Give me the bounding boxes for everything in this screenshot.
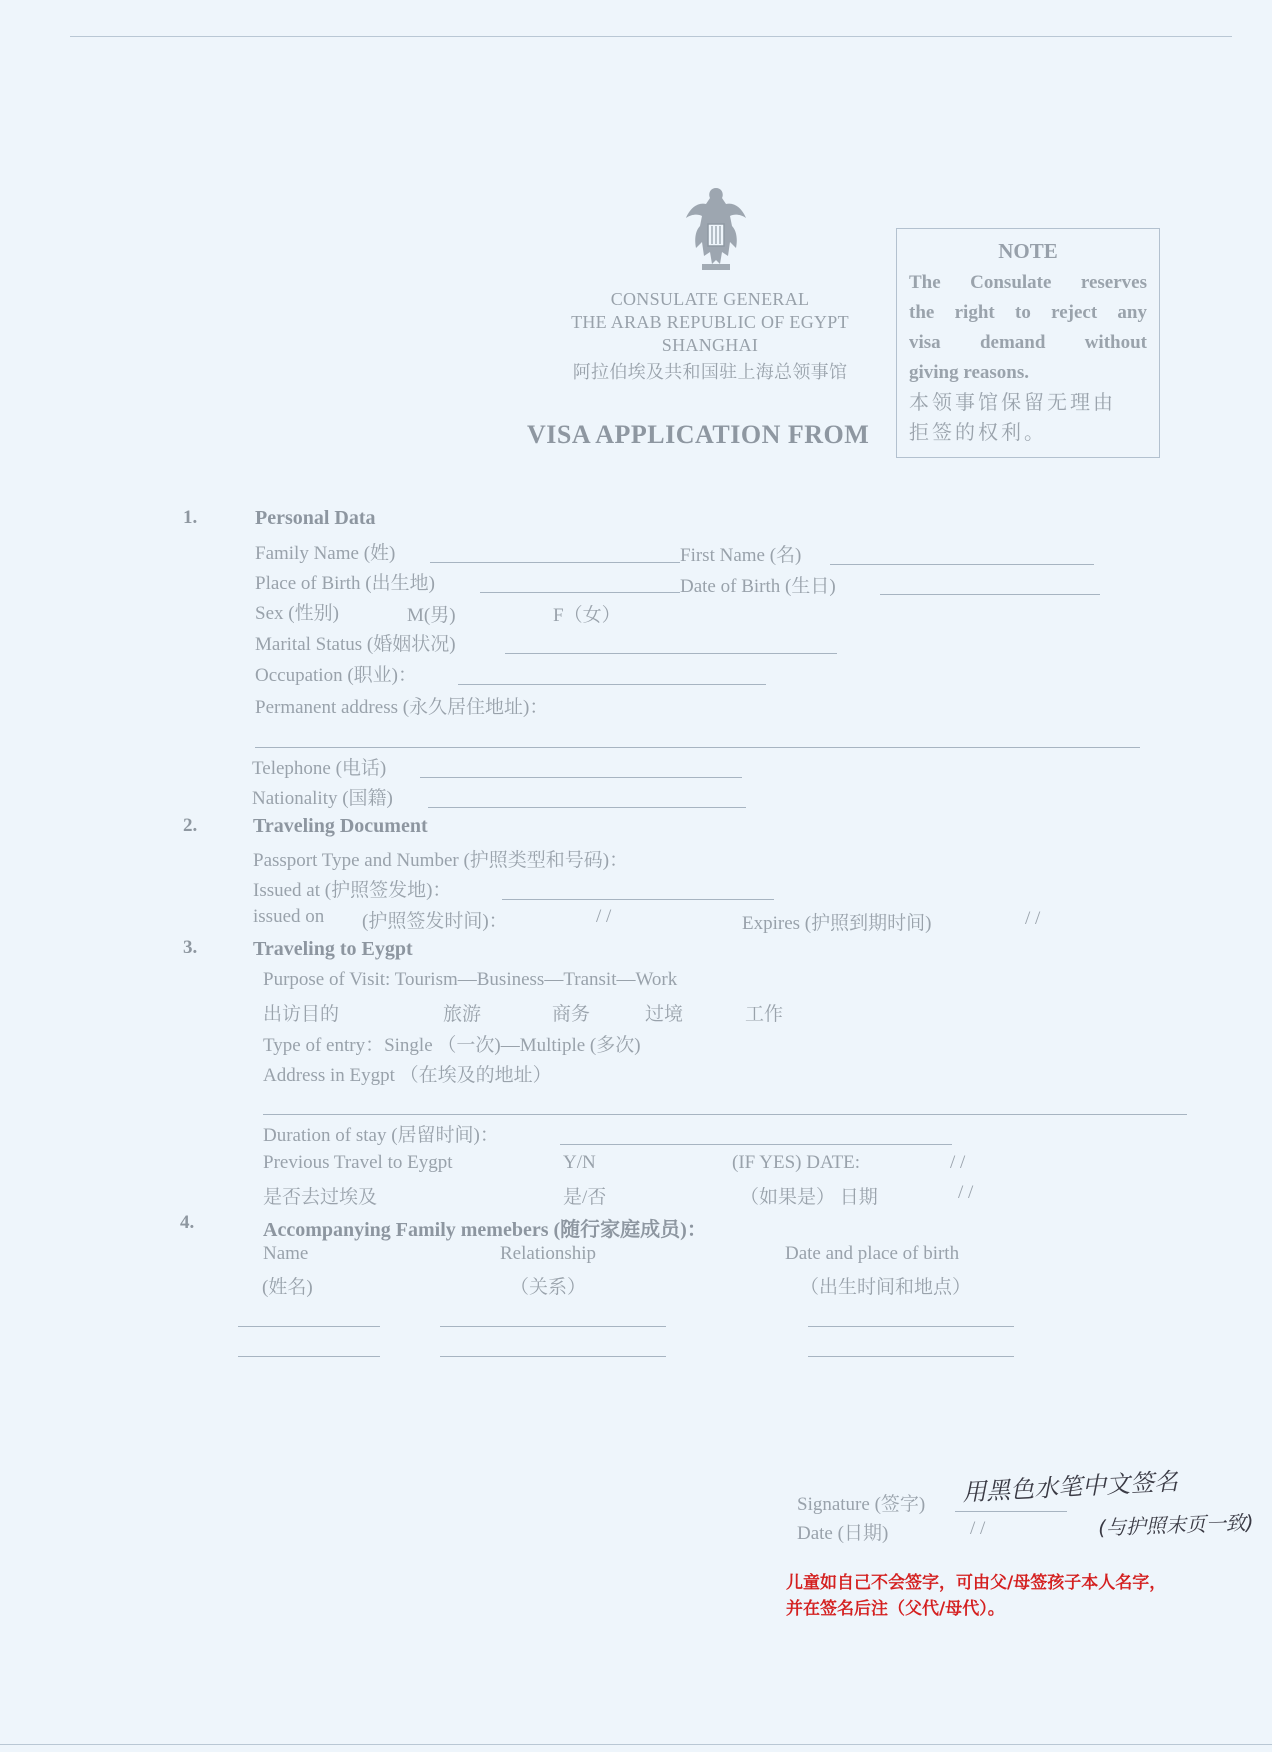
expires-label: Expires (护照到期时间) <box>742 913 932 934</box>
note-line: giving reasons. <box>909 362 1030 383</box>
issued-at-field[interactable] <box>502 899 774 900</box>
signature-date-label: Date (日期) <box>797 1523 889 1544</box>
first-name-field[interactable] <box>830 564 1094 565</box>
section-1-title: Personal Data <box>255 507 376 529</box>
marital-status-field[interactable] <box>505 653 837 654</box>
signature-field[interactable] <box>955 1511 1067 1512</box>
address-egypt-label: Address in Eygpt （在埃及的地址） <box>263 1065 552 1086</box>
col-birth-header: Date and place of birth <box>785 1243 960 1264</box>
header-country: THE ARAB REPUBLIC OF EGYPT <box>571 312 849 332</box>
eagle-emblem-icon <box>680 182 752 279</box>
issued-on-label-cn: (护照签发时间)： <box>362 911 508 932</box>
section-3-number: 3. <box>183 937 198 958</box>
family-birth-field-1[interactable] <box>808 1326 1014 1327</box>
note-title: NOTE <box>998 239 1058 263</box>
signature-date-field[interactable]: / / <box>970 1518 986 1539</box>
telephone-label: Telephone (电话) <box>252 758 387 779</box>
occupation-field[interactable] <box>458 684 766 685</box>
entry-type-label: Type of entry：Single （一次)—Multiple (多次) <box>263 1035 641 1056</box>
note-line: visa demand without <box>909 332 1147 353</box>
section-2-number: 2. <box>183 815 198 836</box>
previous-travel-yn[interactable]: Y/N <box>563 1152 596 1173</box>
child-signature-note-1: 儿童如自己不会签字，可由父/母签孩子本人名字， <box>786 1573 1167 1593</box>
header-consulate: CONSULATE GENERAL <box>610 289 810 309</box>
purpose-option-transit[interactable]: 过境 <box>645 1004 684 1025</box>
top-edge-line <box>70 36 1232 37</box>
col-birth-header-cn: （出生时间和地点） <box>800 1277 972 1298</box>
place-of-birth-label: Place of Birth (出生地) <box>255 573 435 594</box>
expires-date-field[interactable]: / / <box>1025 908 1041 929</box>
family-birth-field-2[interactable] <box>808 1356 1014 1357</box>
col-relationship-header: Relationship <box>500 1243 597 1264</box>
permanent-address-label: Permanent address (永久居住地址)： <box>255 697 549 718</box>
duration-label: Duration of stay (居留时间)： <box>263 1125 499 1146</box>
signature-label: Signature (签字) <box>797 1494 926 1515</box>
family-relationship-field-2[interactable] <box>440 1356 666 1357</box>
previous-travel-label: Previous Travel to Eygpt <box>263 1152 453 1173</box>
section-4-title: Accompanying Family memebers (随行家庭成员)： <box>263 1219 707 1241</box>
col-name-header: Name <box>263 1243 309 1264</box>
family-name-field[interactable] <box>430 562 680 563</box>
note-box <box>896 228 1160 458</box>
address-egypt-field[interactable] <box>263 1114 1187 1115</box>
section-1-number: 1. <box>183 507 198 528</box>
header-chinese: 阿拉伯埃及共和国驻上海总领事馆 <box>572 362 848 382</box>
bottom-edge-line <box>0 1744 1272 1745</box>
family-relationship-field-1[interactable] <box>440 1326 666 1327</box>
family-name-field-2[interactable] <box>238 1356 380 1357</box>
sex-label: Sex (性别) <box>255 603 339 624</box>
note-line-cn: 拒签的权利。 <box>909 422 1047 444</box>
issued-on-label: issued on <box>253 906 325 927</box>
header-city: SHANGHAI <box>661 335 759 355</box>
purpose-option-work[interactable]: 工作 <box>745 1004 784 1025</box>
purpose-label-cn: 出访目的 <box>263 1004 340 1025</box>
first-name-label: First Name (名) <box>680 545 802 566</box>
previous-travel-yn-cn: 是/否 <box>563 1187 607 1208</box>
issued-at-label: Issued at (护照签发地)： <box>253 880 452 901</box>
telephone-field[interactable] <box>420 777 742 778</box>
nationality-label: Nationality (国籍) <box>252 788 393 809</box>
place-of-birth-field[interactable] <box>480 592 680 593</box>
marital-status-label: Marital Status (婚姻状况) <box>255 634 456 655</box>
note-line: The Consulate reserves <box>909 272 1147 293</box>
purpose-option-tourism[interactable]: 旅游 <box>443 1004 482 1025</box>
page-title: VISA APPLICATION FROM <box>527 420 870 449</box>
duration-field[interactable] <box>560 1144 952 1145</box>
nationality-field[interactable] <box>428 807 746 808</box>
note-line: the right to reject any <box>909 302 1147 323</box>
date-of-birth-field[interactable] <box>880 594 1100 595</box>
section-2-title: Traveling Document <box>253 815 428 837</box>
note-line-cn: 本领事馆保留无理由 <box>909 392 1116 414</box>
issued-on-date-field[interactable]: / / <box>596 906 612 927</box>
purpose-label: Purpose of Visit: Tourism—Business—Transit—Work <box>263 969 678 990</box>
handwritten-instruction-1: 用黑色水笔中文签名 <box>961 1467 1179 1507</box>
col-relationship-header-cn: （关系） <box>510 1277 587 1298</box>
section-3-title: Traveling to Eygpt <box>253 938 413 960</box>
family-name-field-1[interactable] <box>238 1326 380 1327</box>
handwritten-instruction-2: (与护照末页一致) <box>1097 1510 1255 1540</box>
family-name-label: Family Name (姓) <box>255 543 396 564</box>
occupation-label: Occupation (职业)： <box>255 665 417 686</box>
date-of-birth-label: Date of Birth (生日) <box>680 576 836 597</box>
previous-travel-date-label: (IF YES) DATE: <box>732 1152 861 1173</box>
child-signature-note-2: 并在签名后注（父代/母代）。 <box>786 1599 1005 1619</box>
previous-travel-label-cn: 是否去过埃及 <box>263 1187 378 1208</box>
previous-travel-date-label-cn: （如果是） 日期 <box>740 1187 878 1208</box>
previous-travel-date-field-cn: / / <box>958 1182 974 1203</box>
permanent-address-field[interactable] <box>255 747 1140 748</box>
previous-travel-date-field[interactable]: / / <box>950 1152 966 1173</box>
section-4-number: 4. <box>180 1212 195 1233</box>
passport-type-label: Passport Type and Number (护照类型和号码)： <box>253 850 629 871</box>
purpose-option-business[interactable]: 商务 <box>552 1004 591 1025</box>
col-name-header-cn: (姓名) <box>262 1277 313 1298</box>
sex-male-option[interactable]: M(男) <box>407 605 456 626</box>
sex-female-option[interactable]: F（女） <box>553 605 621 626</box>
